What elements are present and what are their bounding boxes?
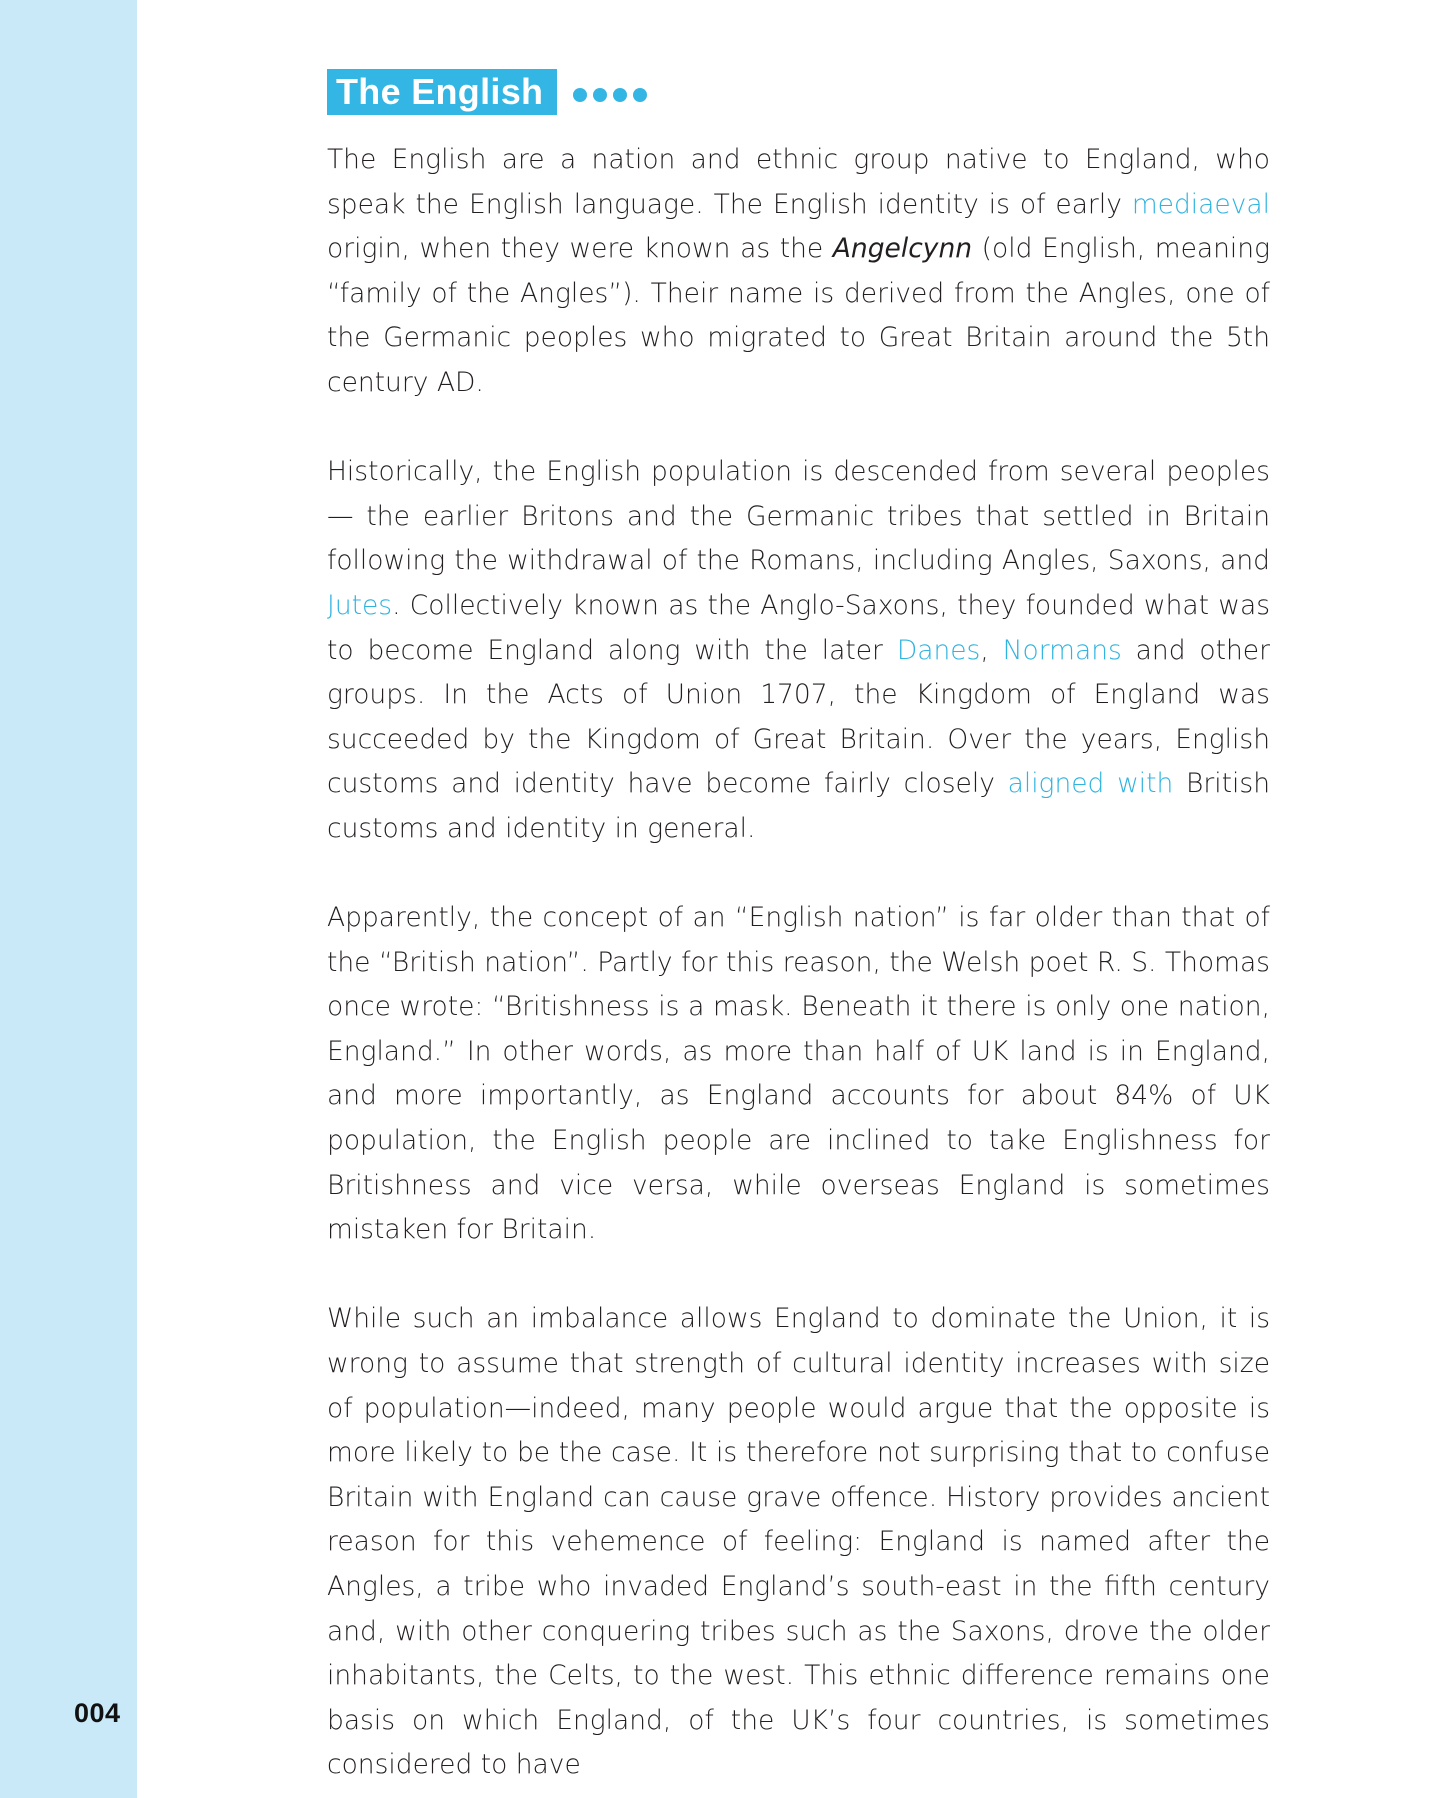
text-run: (old English, meaning “family of the Angles”). Their name is derived from the Angles, one of the Germanic peoples who migrated to Great Britain around the 5th century AD. xyxy=(327,233,1270,398)
section-title: The English xyxy=(327,69,557,115)
paragraph-4: While such an imbalance allows England to dominate the Union, it is wrong to assume that strength of cultural identity increases with size of population—indeed, many people would argue that the opposite is more likely to be the case. It is therefore not surprising that to confuse Britain with England can cause grave offence. History provides ancient reason for this vehemence of feeling: England is named after the Angles, a tribe who invaded England’s south-east in the fifth century and, with other conquering tribes such as the Saxons, drove the older inhabitants, the Celts, to the west. This ethnic difference remains one basis on which England, of the UK’s four countries, is sometimes considered to have xyxy=(327,1303,1270,1781)
decorative-dot-icon xyxy=(613,88,627,102)
text-run: . Collectively known as the Anglo-Saxons, they founded what was to become England along with the later xyxy=(327,589,1270,666)
page-number: 004 xyxy=(74,1698,121,1728)
side-color-band xyxy=(0,0,137,1798)
link-aligned-with[interactable]: aligned with xyxy=(1007,768,1174,800)
article-body xyxy=(327,138,1270,1798)
decorative-dot-icon xyxy=(633,88,647,102)
text-run: Historically, the English population is descended from several peoples — the earlier Britons and the Germanic tribes that settled in Britain following the withdrawal of the Romans, including Angles, Saxons, and xyxy=(327,456,1270,577)
paragraph-2 xyxy=(327,450,1270,851)
decorative-dot-icon xyxy=(593,88,607,102)
link-normans[interactable]: Normans xyxy=(1002,634,1122,666)
paragraph-1 xyxy=(327,138,1270,406)
section-heading xyxy=(327,68,653,116)
text-run: British customs and identity in general. xyxy=(327,768,1271,844)
link-danes[interactable]: Danes xyxy=(896,634,981,666)
link-mediaeval[interactable]: mediaeval xyxy=(1131,188,1270,220)
decorative-dot-icon xyxy=(573,88,587,102)
text-run: and other groups. In the Acts of Union 1707, the Kingdom of England was succeeded by the Kingdom of Great Britain. Over the years, English customs and identity have become fairly closely xyxy=(327,634,1270,800)
heading-dots-decoration xyxy=(573,88,653,102)
text-run: origin, when they were known as the xyxy=(327,233,833,265)
link-jutes[interactable]: Jutes xyxy=(327,589,393,621)
text-run: , xyxy=(980,634,1003,666)
paragraph-3: Apparently, the concept of an “English nation” is far older than that of the “British nation”. Partly for this reason, the Welsh poet R. S. Thomas once wrote: “Britishness is a mask. Beneath it there is only one nation, England.” In other words, as more than half of UK land is in England, and more importantly, as England accounts for about 84% of UK population, the English people are inclined to take Englishness for Britishness and vice versa, while overseas England is sometimes mistaken for Britain. xyxy=(327,902,1270,1246)
text-run: The English are a nation and ethnic group native to England, who speak the English language. The English identity is of early xyxy=(327,144,1270,220)
term-angelcynn: Angelcynn xyxy=(832,233,973,265)
